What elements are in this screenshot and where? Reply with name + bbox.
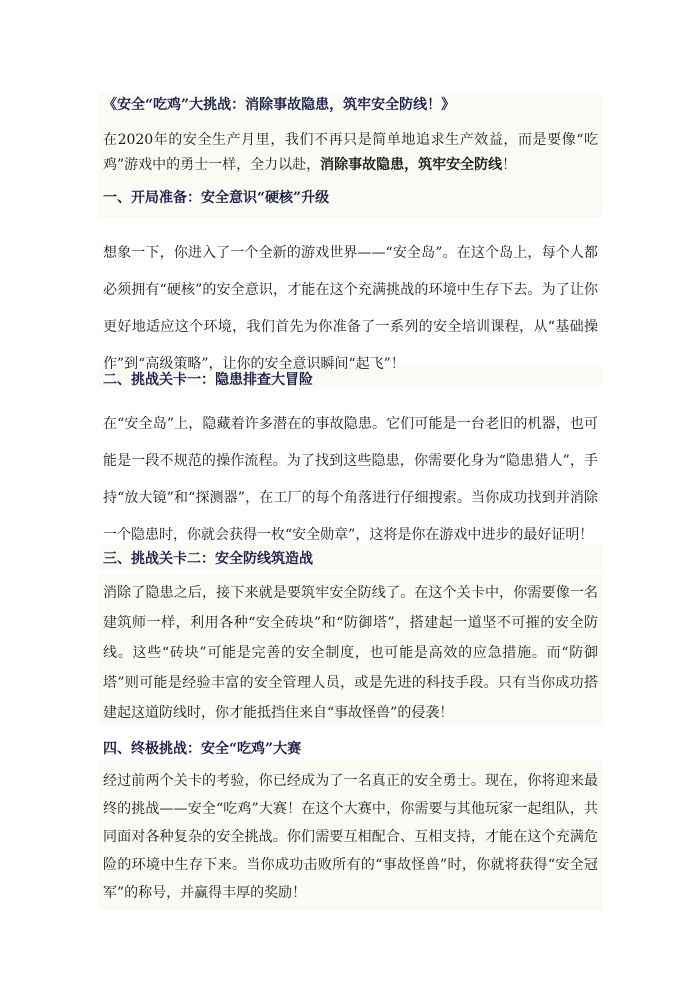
intro-emphasis: 消除事故隐患，筑牢安全防线	[320, 157, 503, 173]
intro-end: ！	[502, 157, 517, 173]
section-body-3: 消除了隐患之后，接下来就是要筑牢安全防线了。在这个关卡中，你需要像一名建筑师一样，利用各种“安全砖块”和“防御塔”，搭建起一道坚不可摧的安全防线。这些“砖块”可能是完善的安全制度，也可能是高效的应急措施。而“防御塔”则可能是经验丰富的安全管理人员，或是先进的科技手段。只有当你成功搭建起这道防线时，你才能抵挡住来自“事故怪兽”的侵袭！	[103, 585, 598, 721]
section-heading-2: 二、挑战关卡一：隐患排查大冒险	[103, 372, 313, 388]
section-body-2: 在“安全岛”上，隐藏着许多潜在的事故隐患。它们可能是一台老旧的机器，也可能是一段不规范的操作流程。为了找到这些隐患，你需要化身为“隐患猎人”，手持“放大镜”和“探测器”，在工厂的每个角落进行仔细搜索。当你成功找到并消除一个隐患时，你就会获得一枚“安全勋章”，这将是你在游戏中进步的最好证明！	[103, 416, 598, 543]
section-body-4: 经过前两个关卡的考验，你已经成为了一名真正的安全勇士。现在，你将迎来最终的挑战——安全“吃鸡”大赛！在这个大赛中，你需要与其他玩家一起组队，共同面对各种复杂的安全挑战。你们需要互相配合、互相支持，才能在这个充满危险的环境中生存下来。当你成功击败所有的“事故怪兽”时，你就将获得“安全冠军”的称号，并赢得丰厚的奖励！	[103, 773, 598, 901]
intro-paragraph	[103, 128, 598, 178]
section-heading-3: 三、挑战关卡二：安全防线筑造战	[103, 551, 313, 567]
intro-text: 在2020年的安全生产月里，我们不再只是简单地追求生产效益，而是要像“吃鸡”游戏中的勇士一样，全力以赴，	[103, 132, 598, 173]
section-body-1: 想象一下，你进入了一个全新的游戏世界——“安全岛”。在这个岛上，每个人都必须拥有“硬核”的安全意识，才能在这个充满挑战的环境中生存下去。为了让你更好地适应这个环境，我们首先为你准备了一系列的安全培训课程，从“基础操作”到“高级策略”，让你的安全意识瞬间“起飞”！	[103, 245, 598, 372]
section-heading-1: 一、开局准备：安全意识“硬核”升级	[103, 190, 330, 206]
section-heading-4: 四、终极挑战：安全“吃鸡”大赛	[103, 741, 302, 757]
page-title: 《安全“吃鸡”大挑战：消除事故隐患，筑牢安全防线！》	[103, 97, 456, 113]
